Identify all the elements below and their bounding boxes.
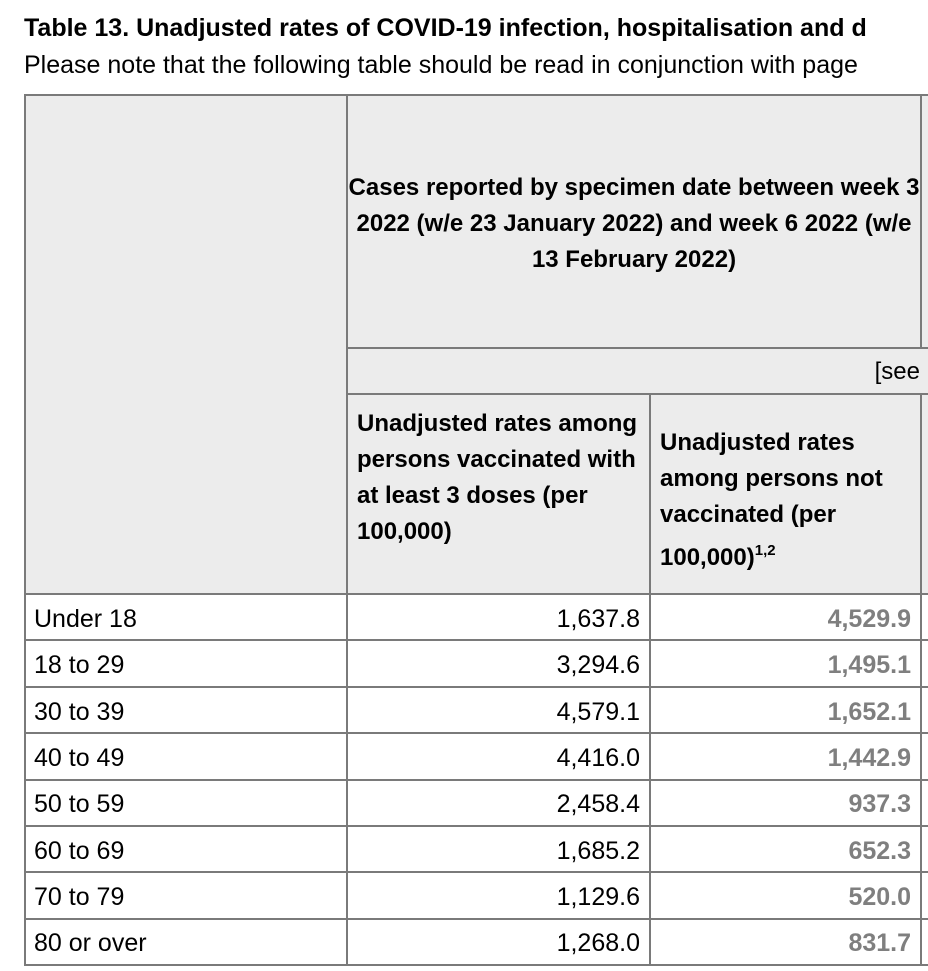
unvaccinated-rate-cell: 831.7 <box>848 929 911 957</box>
age-band-label: 70 to 79 <box>34 883 125 911</box>
unvaccinated-rate-cell: 1,495.1 <box>827 651 911 679</box>
vaccinated-rate-cell: 1,268.0 <box>556 929 640 957</box>
age-band-label: Under 18 <box>34 605 137 633</box>
row-divider <box>24 825 928 827</box>
age-band-label: 60 to 69 <box>34 837 125 865</box>
footnote-marker: 1,2 <box>754 542 776 559</box>
table-border-left <box>24 94 26 966</box>
row-divider <box>24 639 928 641</box>
row-divider <box>24 686 928 688</box>
vaccinated-rate-cell: 4,416.0 <box>556 744 640 772</box>
column-divider <box>649 394 651 966</box>
unvaccinated-rate-cell: 520.0 <box>848 883 911 911</box>
header-cases-period: Cases reported by specimen date between week 3 2022 (w/e 23 January 2022) and week 6 2022 (w/e 13 February 2022) <box>348 174 920 273</box>
table-note: Please note that the following table should be read in conjunction with page <box>24 51 858 79</box>
vaccinated-rate-cell: 2,458.4 <box>556 790 640 818</box>
table-title: Table 13. Unadjusted rates of COVID-19 infection, hospitalisation and d <box>24 14 867 42</box>
table-border-bottom <box>24 964 928 966</box>
row-divider <box>24 871 928 873</box>
vaccinated-rate-cell: 3,294.6 <box>556 651 640 679</box>
age-band-label: 50 to 59 <box>34 790 125 818</box>
header-see-reference: [see <box>874 358 920 385</box>
row-divider <box>346 393 928 395</box>
header-not-vaccinated <box>660 425 922 576</box>
age-band-label: 18 to 29 <box>34 651 125 679</box>
row-divider <box>24 918 928 920</box>
unvaccinated-rate-cell: 4,529.9 <box>827 605 911 633</box>
unvaccinated-rate-cell: 1,652.1 <box>827 698 911 726</box>
column-divider <box>346 94 348 966</box>
header-not-vaccinated-text: Unadjusted rates among persons not vaccinated (per 100,000) <box>660 429 883 571</box>
row-divider <box>24 732 928 734</box>
age-band-label: 80 or over <box>34 929 147 957</box>
row-divider <box>24 593 928 595</box>
row-divider <box>346 347 928 349</box>
row-divider <box>24 779 928 781</box>
unvaccinated-rate-cell: 937.3 <box>848 790 911 818</box>
unvaccinated-rate-cell: 652.3 <box>848 837 911 865</box>
vaccinated-rate-cell: 1,129.6 <box>556 883 640 911</box>
age-band-label: 40 to 49 <box>34 744 125 772</box>
unvaccinated-rate-cell: 1,442.9 <box>827 744 911 772</box>
vaccinated-rate-cell: 4,579.1 <box>556 698 640 726</box>
vaccinated-rate-cell: 1,685.2 <box>556 837 640 865</box>
vaccinated-rate-cell: 1,637.8 <box>556 605 640 633</box>
column-divider <box>920 394 922 966</box>
table-border-top <box>24 94 928 96</box>
column-divider <box>920 94 922 349</box>
age-band-label: 30 to 39 <box>34 698 125 726</box>
header-vaccinated-3-doses: Unadjusted rates among persons vaccinated with at least 3 doses (per 100,000) <box>357 410 638 545</box>
